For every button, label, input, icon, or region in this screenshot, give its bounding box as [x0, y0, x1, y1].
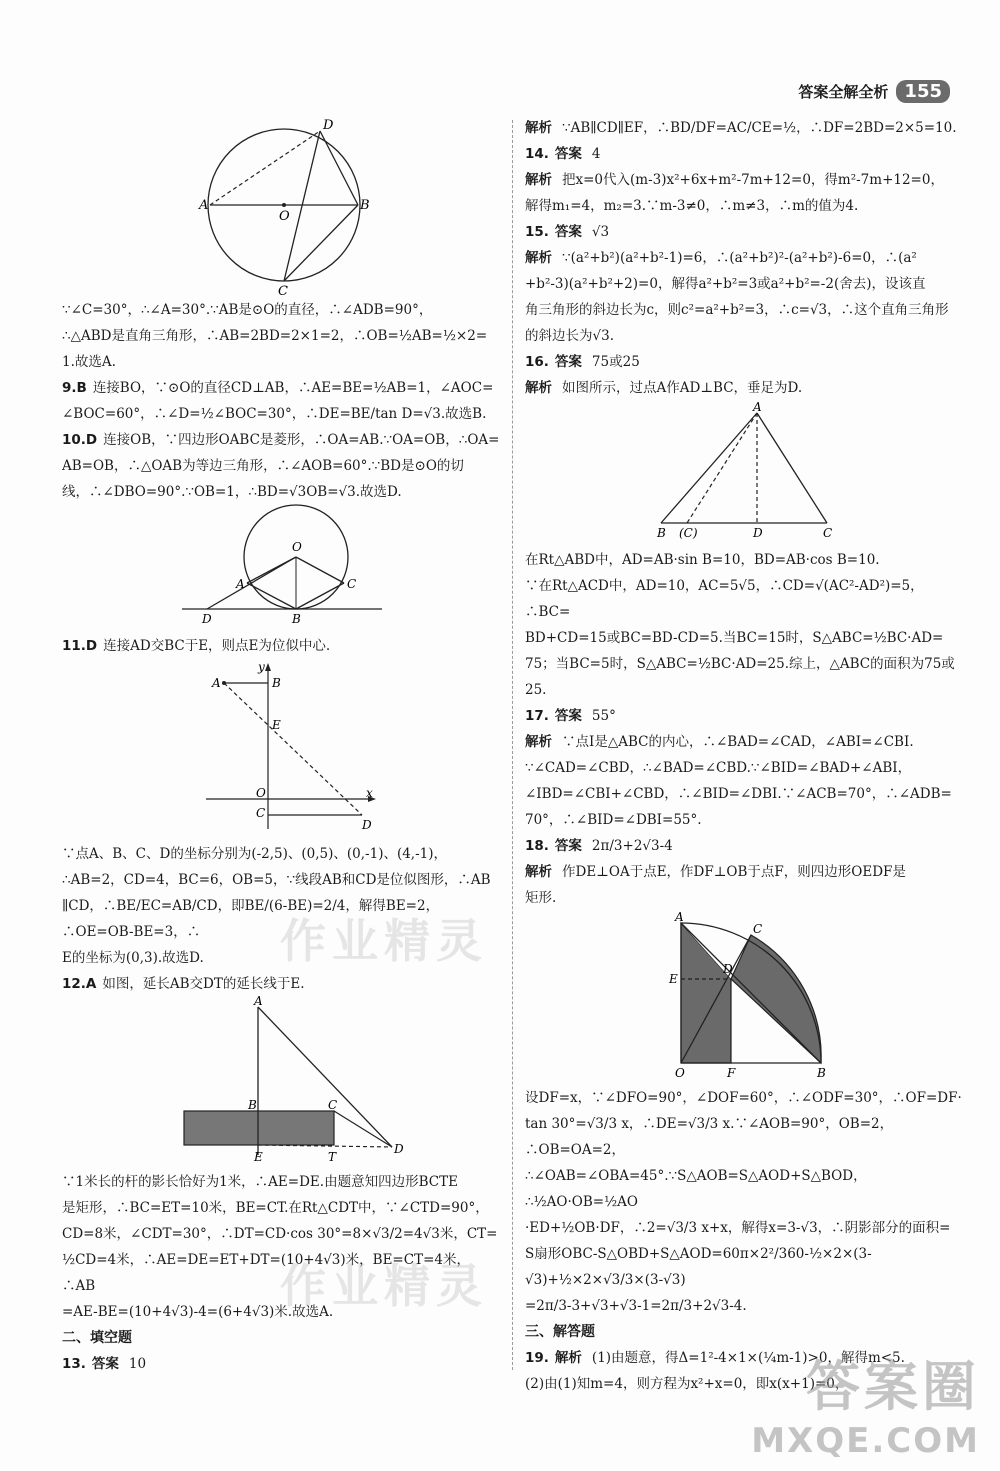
q11-text-d: ∥CD，∴BE/EC=AB/CD，即BE/(6-BE)=2/4，解得BE=2，∴OE=OB-BE=3，∴: [62, 898, 440, 940]
label-O: O: [675, 1066, 685, 1080]
label-O: O: [292, 540, 302, 554]
q15-text-b: +b²-3)(a²+b²+2)=0，解得a²+b²=3或a²+b²=-2(舍去)，设该直: [525, 276, 926, 292]
label-E: E: [254, 1150, 263, 1164]
q8-text-3: 1.故选A.: [62, 354, 116, 370]
watermark-url: MXQE.COM: [751, 1421, 980, 1461]
q12-text-b: ∵1米长的杆的影长恰好为1米，∴AE=DE.由题意知四边形BCTE: [62, 1174, 458, 1190]
q15-analysis: [525, 245, 965, 271]
label-E: E: [669, 972, 678, 986]
column-divider: [512, 120, 513, 1370]
q9-line-1: [62, 375, 502, 401]
q17-analysis-label: 解析: [525, 734, 552, 750]
q16-analysis: [525, 375, 965, 401]
q17-answer: 55°: [591, 708, 616, 724]
q12-text-a: 如图，延长AB交DT的延长线于E.: [102, 976, 305, 992]
q15-analysis-label: 解析: [525, 250, 552, 266]
q13-analysis: [525, 115, 965, 141]
q17-answer-line: [525, 703, 965, 729]
q17-number: 17.: [525, 708, 549, 724]
label-C: C: [753, 922, 763, 936]
label-C: C: [278, 284, 288, 299]
label-B: B: [248, 1098, 257, 1112]
q17-text-a: ∵点I是△ABC的内心，∴∠BAD=∠CAD，∠ABI=∠CBI.: [562, 734, 914, 750]
label-F: F: [727, 1066, 736, 1080]
q18-text-e: ∴∠OAB=∠OBA=45°.∵S△AOB=S△AOD+S△BOD，∴½AO·OB=½AO: [525, 1168, 867, 1210]
q13-answer: 10: [128, 1356, 147, 1372]
label-O: O: [256, 786, 266, 800]
q11-text-e: E的坐标为(0,3).故选D.: [62, 950, 204, 966]
q15-text-c: 角三角形的斜边长为c，则c²=a²+b²=3，∴c=√3，∴这个直角三角形: [525, 302, 949, 318]
q17-analysis: [525, 729, 965, 755]
page-number: 155: [896, 80, 950, 103]
label-y: y: [258, 660, 265, 674]
page-header: [798, 80, 950, 103]
q16-analysis-label: 解析: [525, 380, 552, 396]
label-C: C: [256, 806, 266, 820]
q13-answer-label: 答案: [91, 1356, 119, 1372]
q9-text-b: ∠BOC=60°，∴∠D=½∠BOC=30°，∴DE=BE/tan D=√3.故选B.: [62, 406, 487, 422]
q15-text-a: ∵(a²+b²)(a²+b²-1)=6，∴(a²+b²)²-(a²+b²)-6=0，∴(a²: [562, 250, 917, 266]
q18-text-g: S扇形OBC-S△OBD+S△AOD=60π×2²/360-½×2×(3-√3)+½×2×√3/3×(3-√3): [525, 1246, 872, 1288]
watermark-2: 作业精灵: [280, 1259, 488, 1313]
corner-watermark: [751, 1344, 980, 1461]
q15-answer: √3: [591, 224, 610, 240]
q18-text-b: 矩形.: [525, 890, 557, 906]
label-D: D: [323, 118, 334, 133]
q18-analysis: [525, 859, 965, 885]
q15-answer-line: [525, 219, 965, 245]
label-D: D: [753, 526, 763, 540]
section-solutions: 三、解答题: [525, 1324, 595, 1340]
q12-line-1: [62, 971, 502, 997]
q18-answer-line: [525, 833, 965, 859]
label-C: C: [823, 526, 833, 540]
q17-text-b: ∵∠CAD=∠CBD，∴∠BAD=∠CBD.∵∠BID=∠BAD+∠ABI，: [525, 760, 912, 776]
q11-number: 11.D: [62, 638, 98, 654]
q10-line-1: [62, 427, 502, 453]
label-A: A: [753, 400, 762, 414]
label-T: T: [328, 1150, 337, 1164]
q19-text-a: (1)由题意，得Δ=1²-4×1×(¼m-1)>0，解得m<5.: [591, 1350, 905, 1366]
label-A: A: [212, 676, 221, 690]
q11-text-c: ∴AB=2，CD=4，BC=6，OB=5，∵线段AB和CD是位似图形，∴AB: [62, 872, 491, 888]
label-C-alt: (C): [679, 526, 698, 540]
q16-text-b: 在Rt△ABD中，AD=AB·sin B=10，BD=AB·cos B=10.: [525, 552, 880, 568]
q8-text-1: ∵∠C=30°，∴∠A=30°.∵AB是⊙O的直径，∴∠ADB=90°，: [62, 302, 433, 318]
q11-text-b: ∵点A、B、C、D的坐标分别为(-2,5)、(0,5)、(0,-1)、(4,-1)，: [62, 846, 448, 862]
q10-text-c: 线，∴∠DBO=90°.∵OB=1，∴BD=√3OB=√3.故选D.: [62, 484, 402, 500]
q14-analysis-label: 解析: [525, 172, 552, 188]
tangent-figure-q10: [62, 509, 502, 627]
label-x: x: [366, 786, 373, 800]
q12-text-c: 是矩形，∴BC=ET=10米，BE=CT.在Rt△CDT中，∵∠CTD=90°，: [62, 1200, 489, 1216]
q11-line-1: [62, 633, 502, 659]
q17-text-d: 70°，∴∠BID=∠DBI=55°.: [525, 812, 702, 828]
q16-answer: 75或25: [591, 354, 640, 370]
q18-number: 18.: [525, 838, 549, 854]
right-column: [525, 115, 965, 1397]
watermark-logo-text: 答案圈: [806, 1355, 980, 1418]
label-A: A: [254, 994, 263, 1008]
q18-text-h: =2π/3-3+√3+√3-1=2π/3+2√3-4.: [525, 1298, 747, 1314]
q18-text-f: ·ED+½OB·DF，∴2=√3/3 x+x，解得x=3-√3，∴阴影部分的面积=: [525, 1220, 951, 1236]
q14-analysis: [525, 167, 965, 193]
q19-analysis-label: 解析: [554, 1350, 582, 1366]
q18-text-a: 作DE⊥OA于点E，作DF⊥OB于点F，则四边形OEDF是: [562, 864, 906, 880]
label-C: C: [347, 577, 357, 591]
q15-number: 15.: [525, 224, 549, 240]
q14-text-b: 解得m₁=4，m₂=3.∵m-3≠0，∴m≠3，∴m的值为4.: [525, 198, 859, 214]
sector-figure-q18: [525, 910, 965, 1080]
q10-number: 10.D: [62, 432, 98, 448]
q13-number: 13.: [62, 1356, 86, 1372]
q19-text-b: (2)由(1)知m=4，则方程为x²+x=0，即x(x+1)=0，: [525, 1376, 849, 1392]
label-A: A: [236, 577, 245, 591]
label-O: O: [279, 209, 290, 224]
label-B: B: [292, 612, 301, 626]
q16-number: 16.: [525, 354, 549, 370]
coordinate-figure-q11: [62, 660, 502, 835]
q9-number: 9.B: [62, 380, 87, 396]
q18-answer-label: 答案: [554, 838, 582, 854]
label-B: B: [657, 526, 666, 540]
q14-text-a: 把x=0代入(m-3)x²+6x+m²-7m+12=0，得m²-7m+12=0，: [562, 172, 944, 188]
label-D: D: [723, 962, 733, 976]
label-A: A: [675, 910, 684, 924]
q15-text-d: 的斜边长为√3.: [525, 328, 614, 344]
label-B: B: [360, 198, 370, 213]
label-A: A: [199, 198, 209, 213]
watermark-1: 作业精灵: [280, 914, 488, 968]
q12-text-f: =AE-BE=(10+4√3)-4=(6+4√3)米.故选A.: [62, 1304, 334, 1320]
q16-answer-label: 答案: [554, 354, 582, 370]
shadow-figure-q12: [62, 994, 502, 1164]
label-D: D: [394, 1142, 404, 1156]
q13-analysis-text: ∵AB∥CD∥EF，∴BD/DF=AC/CE=½，∴DF=2BD=2×5=10.: [562, 120, 957, 136]
label-D: D: [202, 612, 212, 626]
q13-analysis-label: 解析: [525, 120, 552, 136]
label-B: B: [817, 1066, 826, 1080]
q18-text-d: tan 30°=√3/3 x，∴DE=√3/3 x.∵∠AOB=90°，OB=2，∴OB=OA=2，: [525, 1116, 894, 1158]
q17-answer-label: 答案: [554, 708, 582, 724]
q14-answer-line: [525, 141, 965, 167]
q14-number: 14.: [525, 146, 549, 162]
triangle-figure-q16: [525, 400, 965, 541]
q14-answer-label: 答案: [554, 146, 582, 162]
q12-text-d: CD=8米，∠CDT=30°，∴DT=CD·cos 30°=8×√3/2=4√3米，CT=: [62, 1226, 498, 1242]
q8-text-2: ∴△ABD是直角三角形，∴AB=2BD=2×1=2，∴OB=½AB=½×2=: [62, 328, 488, 344]
q16-text-c: ∵在Rt△ACD中，AD=10，AC=5√5，∴CD=√(AC²-AD²)=5，∴BC=: [525, 578, 924, 620]
q16-text-a: 如图所示，过点A作AD⊥BC，垂足为D.: [562, 380, 803, 396]
label-E: E: [272, 718, 281, 732]
q12-text-e: ½CD=4米，∴AE=DE=ET+DT=(10+4√3)米，BE=CT=4米，∴AB: [62, 1252, 470, 1294]
section-fill-in: 二、填空题: [62, 1330, 132, 1346]
q16-text-d: BD+CD=15或BC=BD-CD=5.当BC=15时，S△ABC=½BC·AD=: [525, 630, 944, 646]
label-B: B: [272, 676, 281, 690]
q13-answer-line: [62, 1351, 502, 1377]
left-column: [62, 115, 502, 1377]
q9-text-a: 连接BO，∵⊙O的直径CD⊥AB，∴AE=BE=½AB=1，∠AOC=: [92, 380, 494, 396]
q16-text-e: 75；当BC=5时，S△ABC=½BC·AD=25.综上，△ABC的面积为75或25.: [525, 656, 955, 698]
header-title: 答案全解全析: [798, 83, 889, 101]
q10-text-a: 连接OB，∵四边形OABC是菱形，∴OA=AB.∵OA=OB，∴OA=: [103, 432, 500, 448]
q12-number: 12.A: [62, 976, 97, 992]
label-C: C: [328, 1098, 338, 1112]
circle-figure-q8: [62, 118, 502, 299]
q11-text-a: 连接AD交BC于E，则点E为位似中心.: [103, 638, 331, 654]
label-D: D: [362, 818, 372, 832]
q16-answer-line: [525, 349, 965, 375]
q14-answer: 4: [591, 146, 601, 162]
q10-text-b: AB=OB，∴△OAB为等边三角形，∴∠AOB=60°.∵BD是⊙O的切: [62, 458, 464, 474]
q18-answer: 2π/3+2√3-4: [591, 838, 673, 854]
q18-analysis-label: 解析: [525, 864, 552, 880]
q17-text-c: ∠IBD=∠CBI+∠CBD，∴∠BID=∠DBI.∵∠ACB=70°，∴∠ADB=: [525, 786, 952, 802]
q15-answer-label: 答案: [554, 224, 582, 240]
q18-text-c: 设DF=x，∵∠DFO=90°，∠DOF=60°，∴∠ODF=30°，∴OF=DF·: [525, 1090, 962, 1106]
q19-number: 19.: [525, 1350, 549, 1366]
